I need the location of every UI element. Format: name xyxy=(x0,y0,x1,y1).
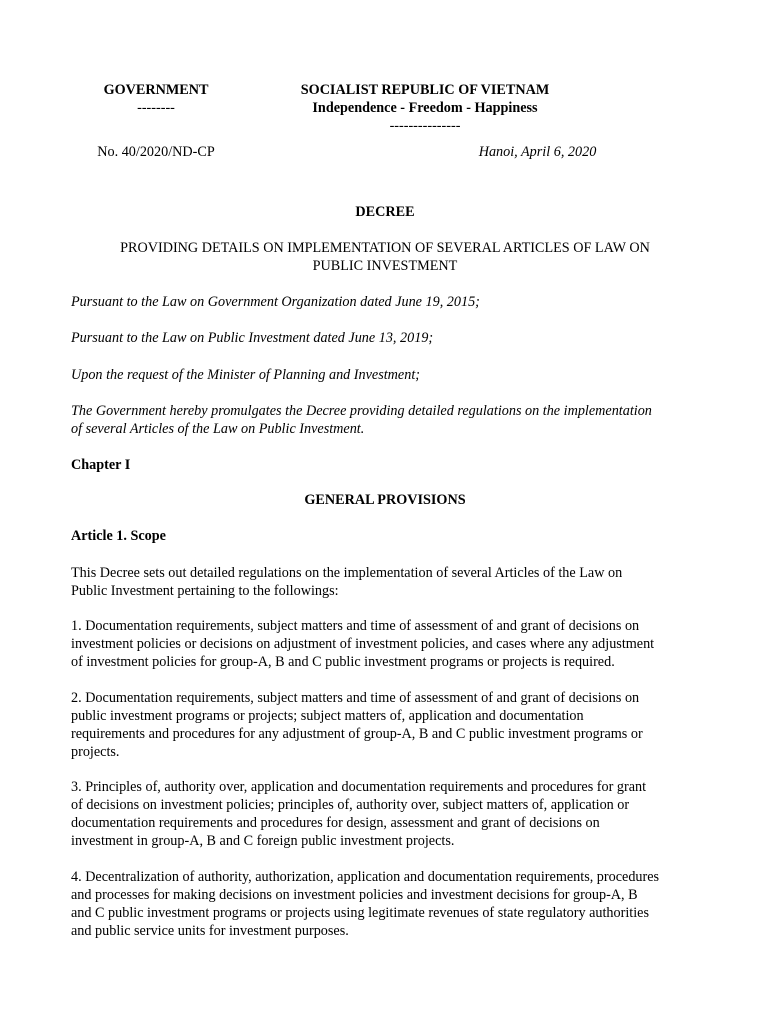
document-number: No. 40/2020/ND-CP xyxy=(97,144,215,160)
article-item-line: investment in group-A, B and C foreign public investment projects. xyxy=(71,833,455,849)
place-and-date: Hanoi, April 6, 2020 xyxy=(478,144,597,160)
article-item-line: requirements and procedures for any adjustment of group-A, B and C public investment programs or xyxy=(71,726,643,742)
article-item-line: public investment programs or projects; subject matters of, application and documentation xyxy=(71,708,584,724)
promulgation-line: The Government hereby promulgates the Decree providing detailed regulations on the implementation xyxy=(71,403,652,419)
article-item-line: 1. Documentation requirements, subject matters and time of assessment of and grant of decisions on xyxy=(71,618,640,634)
decree-title-line: PROVIDING DETAILS ON IMPLEMENTATION OF SEVERAL ARTICLES OF LAW ON xyxy=(120,240,650,256)
article-intro-line: This Decree sets out detailed regulations on the implementation of several Articles of the Law on xyxy=(71,565,623,581)
article-item-2 xyxy=(71,689,699,761)
issuer-name: GOVERNMENT xyxy=(103,82,209,98)
article-item-3 xyxy=(71,778,699,850)
national-separator: --------------- xyxy=(389,118,461,134)
promulgation-statement xyxy=(71,402,699,438)
national-title: SOCIALIST REPUBLIC OF VIETNAM xyxy=(300,82,550,98)
article-item-line: 2. Documentation requirements, subject matters and time of assessment of and grant of decisions on xyxy=(71,690,640,706)
preamble-clause: Pursuant to the Law on Government Organization dated June 19, 2015; xyxy=(71,294,480,310)
decree-title xyxy=(71,239,699,275)
article-heading: Article 1. Scope xyxy=(71,528,166,544)
decree-title-line: PUBLIC INVESTMENT xyxy=(312,258,458,274)
article-intro-line: Public Investment pertaining to the followings: xyxy=(71,583,339,599)
national-motto: Independence - Freedom - Happiness xyxy=(312,100,538,116)
article-item-line: of decisions on investment policies; principles of, authority over, subject matters of, application or xyxy=(71,797,630,813)
article-item-line: investment policies or decisions on adjustment of investment policies, and cases where any adjustment xyxy=(71,636,655,652)
chapter-label: Chapter I xyxy=(71,457,131,473)
national-title-block xyxy=(255,81,595,135)
article-item-line: and public service units for investment purposes. xyxy=(71,923,349,939)
article-item-line: and processes for making decisions on investment policies and investment decisions for group-A, B xyxy=(71,887,638,903)
decree-type: DECREE xyxy=(355,204,415,220)
article-item-line: projects. xyxy=(71,744,120,760)
article-item-line: 4. Decentralization of authority, authorization, application and documentation requirements, procedures xyxy=(71,869,660,885)
article-item-line: and C public investment programs or projects using legitimate revenues of state regulatory authorities xyxy=(71,905,649,921)
chapter-title: GENERAL PROVISIONS xyxy=(304,492,466,508)
article-item-line: 3. Principles of, authority over, application and documentation requirements and procedures for grant xyxy=(71,779,647,795)
article-intro xyxy=(71,564,699,600)
preamble-clause: Upon the request of the Minister of Planning and Investment; xyxy=(71,367,420,383)
article-item-line: documentation requirements and procedures for design, assessment and grant of decisions on xyxy=(71,815,600,831)
article-item-1 xyxy=(71,617,699,671)
promulgation-line: of several Articles of the Law on Public Investment. xyxy=(71,421,365,437)
article-item-4 xyxy=(71,868,699,940)
issuer-block xyxy=(86,81,226,117)
issuer-separator: -------- xyxy=(137,100,175,116)
article-item-line: of investment policies for group-A, B and C public investment programs or projects is required. xyxy=(71,654,615,670)
preamble-clause: Pursuant to the Law on Public Investment dated June 13, 2019; xyxy=(71,330,434,346)
